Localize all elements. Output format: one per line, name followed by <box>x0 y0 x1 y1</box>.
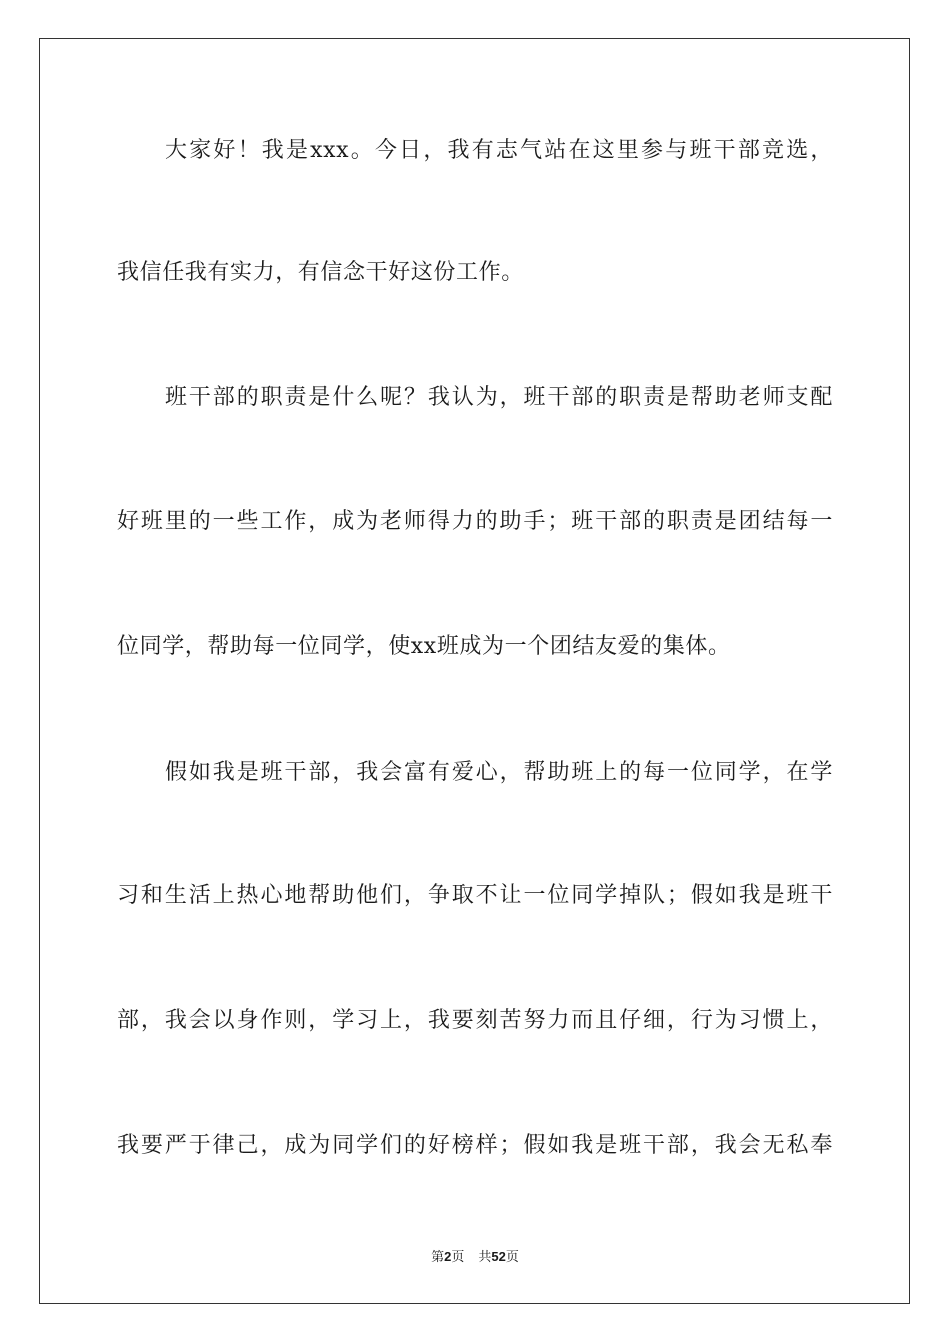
paragraph-2-line-2: 好班里的一些工作，成为老师得力的助手；班干部的职责是团结每一 <box>117 509 833 534</box>
paragraph-3-line-4: 我要严于律己，成为同学们的好榜样；假如我是班干部，我会无私奉 <box>117 1133 833 1158</box>
paragraph-3-line-3: 部，我会以身作则，学习上，我要刻苦努力而且仔细，行为习惯上， <box>117 1008 833 1033</box>
page-suffix: 页 <box>451 1250 465 1265</box>
paragraph-1-line-1: 大家好！我是xxx。今日，我有志气站在这里参与班干部竞选， <box>165 138 833 163</box>
paragraph-2-line-1: 班干部的职责是什么呢？我认为，班干部的职责是帮助老师支配 <box>165 385 833 410</box>
paragraph-2-line-3: 位同学，帮助每一位同学，使xx班成为一个团结友爱的集体。 <box>117 634 731 659</box>
paragraph-3-line-1: 假如我是班干部，我会富有爱心，帮助班上的每一位同学，在学 <box>165 760 833 785</box>
page-footer <box>0 1248 950 1267</box>
page-number: 2 <box>444 1249 452 1264</box>
page-prefix: 第 <box>431 1250 445 1265</box>
page-border <box>39 38 910 1304</box>
total-suffix: 页 <box>505 1250 519 1265</box>
total-prefix: 共 <box>478 1250 492 1265</box>
total-pages: 52 <box>491 1249 506 1264</box>
paragraph-1-line-2: 我信任我有实力，有信念干好这份工作。 <box>117 260 524 285</box>
paragraph-3-line-2: 习和生活上热心地帮助他们，争取不让一位同学掉队；假如我是班干 <box>117 883 833 908</box>
